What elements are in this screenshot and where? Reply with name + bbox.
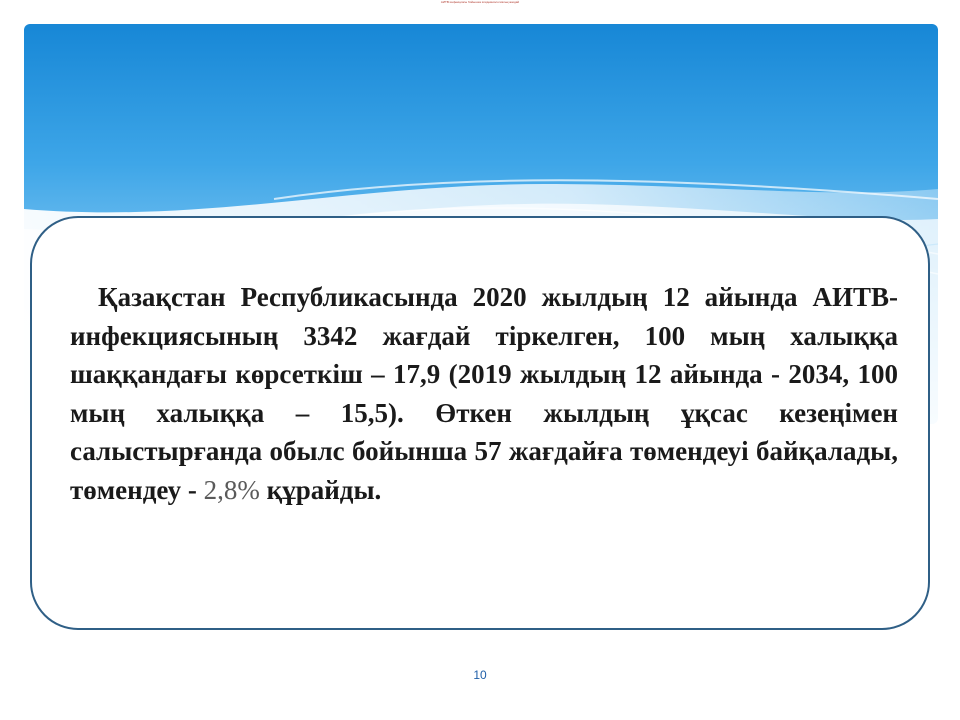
slide-header-text: АИТВ инфекциясы бойынша эпидемиологиялық жағдай xyxy=(440,0,520,4)
body-highlight-value: 2,8% xyxy=(203,474,260,505)
slide-body-text xyxy=(70,278,898,509)
body-tail-text: құрайды. xyxy=(259,474,382,505)
page-number: 10 xyxy=(473,668,487,682)
body-main-text: Қазақстан Республикасында 2020 жылдың 12 айында АИТВ-инфекциясының 3342 жағдай тіркелген, 100 мың халыққа шаққандағы көрсеткіш – 17,9 (2019 жылдың 12 айында - 2034, 100 мың халыққа – 15,5). Өткен жылдың ұқсас кезеңімен салыстырғанда обылс бойынша 57 жағдайға төмендеуі байқалады, төмендеу - xyxy=(70,282,898,505)
